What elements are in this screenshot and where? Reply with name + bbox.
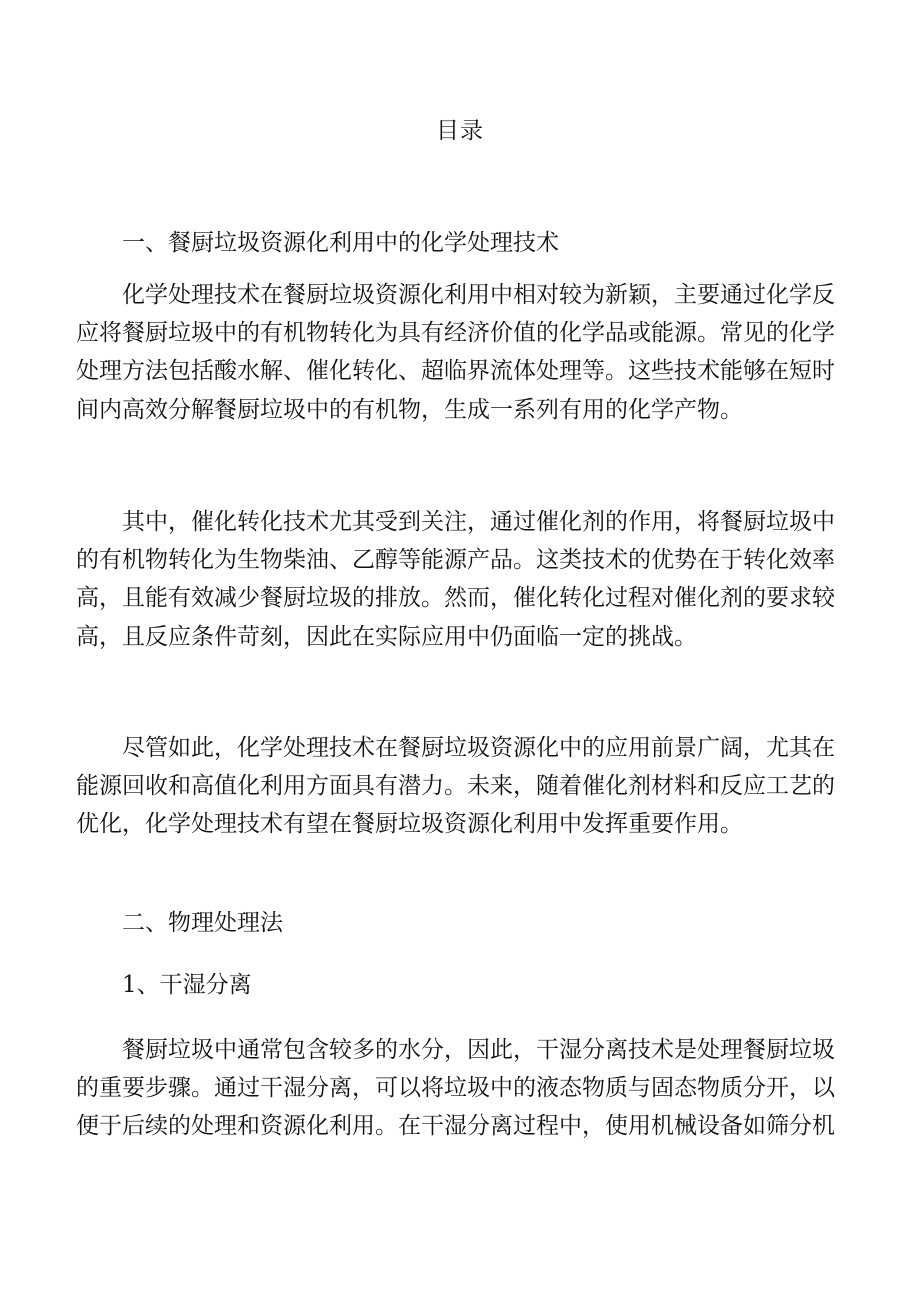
paragraph-line: 优化，化学处理技术有望在餐厨垃圾资源化利用中发挥重要作用。 [76, 811, 743, 838]
paragraph-line: 便于后续的处理和资源化利用。在干湿分离过程中，使用机械设备如筛分机 [76, 1113, 835, 1140]
paragraph-line: 尽管如此，化学处理技术在餐厨垃圾资源化中的应用前景广阔，尤其在 [122, 735, 835, 761]
paragraph [76, 276, 842, 429]
section-heading: 二、物理处理法 [122, 910, 283, 936]
paragraph-line: 高，且反应条件苛刻，因此在实际应用中仍面临一定的挑战。 [76, 623, 697, 650]
paragraph-line: 高，且能有效减少餐厨垃圾的排放。然而，催化转化过程对催化剂的要求较 [76, 585, 835, 612]
paragraph-line: 间内高效分解餐厨垃圾中的有机物，生成一系列有用的化学产物。 [76, 396, 743, 423]
subsection-heading: 1、干湿分离 [122, 972, 252, 998]
paragraph-line: 处理方法包括酸水解、催化转化、超临界流体处理等。这些技术能够在短时 [76, 358, 835, 385]
paragraph [76, 503, 842, 656]
paragraph-line: 能源回收和高值化利用方面具有潜力。未来，随着催化剂材料和反应工艺的 [76, 773, 835, 800]
section-heading: 一、餐厨垃圾资源化利用中的化学处理技术 [122, 230, 559, 256]
paragraph [76, 1031, 842, 1146]
paragraph [76, 729, 842, 844]
paragraph-line: 的有机物转化为生物柴油、乙醇等能源产品。这类技术的优势在于转化效率 [76, 547, 835, 574]
paragraph-line: 应将餐厨垃圾中的有机物转化为具有经济价值的化学品或能源。常见的化学 [76, 320, 835, 347]
page-title: 目录 [436, 118, 484, 144]
paragraph-line: 其中，催化转化技术尤其受到关注，通过催化剂的作用，将餐厨垃圾中 [122, 509, 835, 535]
paragraph-line: 的重要步骤。通过干湿分离，可以将垃圾中的液态物质与固态物质分开，以 [76, 1075, 835, 1102]
paragraph-line: 化学处理技术在餐厨垃圾资源化利用中相对较为新颖，主要通过化学反 [122, 282, 835, 308]
paragraph-line: 餐厨垃圾中通常包含较多的水分，因此，干湿分离技术是处理餐厨垃圾 [122, 1037, 835, 1063]
